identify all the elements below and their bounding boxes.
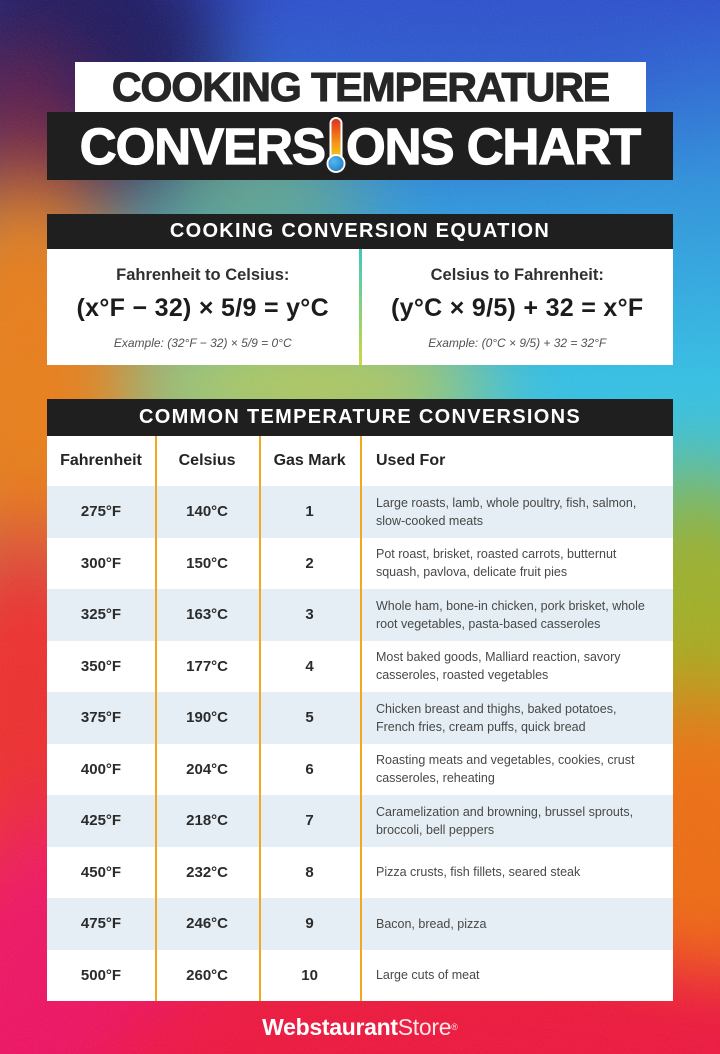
thermometer-bulb: [328, 156, 343, 171]
used-for-cell: Chicken breast and thighs, baked potatoes, French fries, cream puffs, quick bread: [375, 701, 617, 734]
table-header: COMMON TEMPERATURE CONVERSIONS: [47, 399, 673, 436]
thermometer-stem: [331, 119, 340, 161]
column-header-gas-mark: Gas Mark: [273, 452, 346, 469]
gas-mark-cell: 4: [305, 657, 314, 675]
brand-name-light: Store: [397, 1013, 452, 1040]
thermometer-icon: [328, 119, 343, 171]
gas-mark-cell: 7: [305, 812, 314, 830]
celsius-cell: 232°C: [186, 863, 229, 881]
celsius-cell: 150°C: [186, 554, 229, 572]
brand-name-bold: Webstaurant: [262, 1013, 398, 1040]
fahrenheit-to-celsius-block: [47, 249, 359, 365]
celsius-cell: 177°C: [186, 657, 229, 675]
fahrenheit-cell: 450°F: [80, 863, 122, 881]
celsius-cell: 204°C: [186, 760, 229, 778]
conversions-table-panel: [47, 399, 673, 1001]
celsius-cell: 140°C: [186, 503, 229, 521]
equation-label: Fahrenheit to Celsius:: [116, 266, 290, 284]
column-header-fahrenheit: Fahrenheit: [60, 452, 142, 469]
table-body-wrap: [47, 436, 673, 1001]
used-for-cell: Large cuts of meat: [375, 968, 480, 983]
used-for-cell: Roasting meats and vegetables, cookies, crust casseroles, reheating: [375, 753, 635, 786]
brand-footer: [0, 1002, 720, 1052]
gas-mark-cell: 9: [305, 915, 314, 933]
column-header-celsius: Celsius: [178, 452, 236, 469]
column-header-used-for: Used For: [375, 452, 446, 469]
used-for-cell: Pot roast, brisket, roasted carrots, butternut squash, pavlova, delicate fruit pies: [375, 547, 617, 580]
title-line1: COOKING TEMPERATURE: [111, 63, 610, 110]
gas-mark-cell: 8: [305, 863, 314, 881]
title-banner-top: [75, 62, 646, 112]
gas-mark-cell: 3: [305, 606, 314, 624]
gas-mark-cell: 1: [305, 503, 314, 521]
used-for-cell: Large roasts, lamb, whole poultry, fish, salmon, slow-cooked meats: [375, 495, 637, 528]
fahrenheit-cell: 325°F: [80, 606, 122, 624]
equation-panel: [47, 214, 673, 365]
title-banner-bottom: [47, 112, 673, 180]
equation-body: [47, 249, 673, 365]
fahrenheit-cell: 275°F: [80, 503, 122, 521]
gas-mark-cell: 10: [301, 966, 318, 984]
fahrenheit-cell: 500°F: [80, 966, 122, 984]
fahrenheit-cell: 425°F: [80, 812, 122, 830]
gas-mark-cell: 6: [305, 760, 314, 778]
title-line2: CONVERS ONS CHART: [79, 117, 641, 175]
celsius-cell: 190°C: [186, 709, 229, 727]
used-for-cell: Pizza crusts, fish fillets, seared steak: [375, 865, 581, 880]
fahrenheit-cell: 475°F: [80, 915, 122, 933]
equation-formula: (x°F − 32) × 5/9 = y°C: [76, 294, 329, 322]
fahrenheit-cell: 350°F: [80, 657, 122, 675]
used-for-cell: Whole ham, bone-in chicken, pork brisket, whole root vegetables, pasta-based casseroles: [375, 598, 645, 631]
registered-mark: ®: [451, 1022, 458, 1032]
celsius-cell: 246°C: [186, 915, 229, 933]
celsius-cell: 260°C: [186, 966, 229, 984]
fahrenheit-cell: 300°F: [80, 554, 122, 572]
equation-example: Example: (32°F − 32) × 5/9 = 0°C: [113, 336, 292, 350]
gas-mark-cell: 5: [305, 709, 314, 727]
column-divider: [259, 436, 261, 1001]
equation-header: COOKING CONVERSION EQUATION: [47, 214, 673, 249]
gas-mark-cell: 2: [305, 554, 314, 572]
celsius-to-fahrenheit-block: [362, 249, 674, 365]
fahrenheit-cell: 400°F: [80, 760, 122, 778]
celsius-cell: 218°C: [186, 812, 229, 830]
used-for-cell: Bacon, bread, pizza: [375, 916, 487, 931]
celsius-cell: 163°C: [186, 606, 229, 624]
equation-example: Example: (0°C × 9/5) + 32 = 32°F: [428, 336, 607, 350]
equation-formula: (y°C × 9/5) + 32 = x°F: [391, 294, 644, 322]
used-for-cell: Caramelization and browning, brussel sprouts, broccoli, bell peppers: [375, 804, 634, 837]
column-divider: [360, 436, 362, 1001]
fahrenheit-cell: 375°F: [80, 709, 122, 727]
equation-label: Celsius to Fahrenheit:: [430, 266, 604, 284]
used-for-cell: Most baked goods, Malliard reaction, savory casseroles, roasted vegetables: [375, 650, 621, 683]
column-divider: [155, 436, 157, 1001]
